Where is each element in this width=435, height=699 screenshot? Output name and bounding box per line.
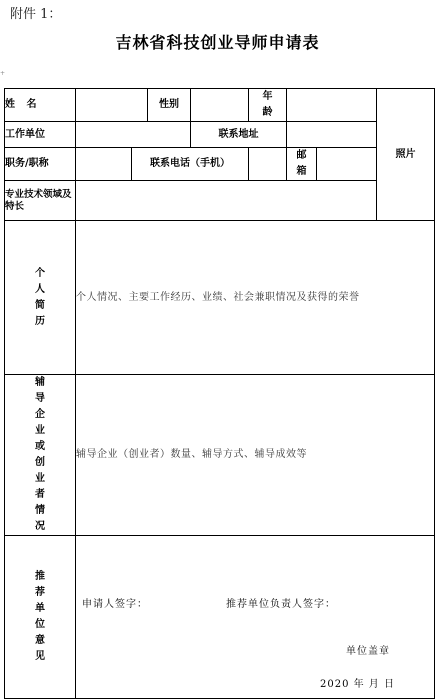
- work-unit-field[interactable]: [76, 122, 191, 148]
- unit-leader-signature-label: 推荐单位负责人签字：: [226, 599, 336, 610]
- photo-label: 照片: [395, 148, 416, 160]
- position-field[interactable]: [76, 148, 132, 181]
- address-label: 联系地址: [191, 122, 287, 148]
- recommend-label: 推荐单位意见: [35, 571, 45, 662]
- unit-seal-label: 单位盖章: [346, 646, 390, 657]
- mentoring-label: 辅导企业或创业者情况: [35, 377, 45, 532]
- row-expertise: [5, 181, 435, 221]
- anchor-marker: +: [0, 70, 6, 77]
- resume-label: 个人简历: [35, 267, 45, 327]
- row-position: [5, 148, 435, 181]
- attachment-label: 附件 1：: [10, 7, 62, 22]
- row-recommendation: [5, 536, 435, 699]
- photo-cell[interactable]: [377, 89, 435, 221]
- age-label: 年龄: [262, 91, 273, 118]
- work-unit-label: 工作单位: [5, 122, 76, 148]
- row-resume: [5, 221, 435, 375]
- age-label-cell: [249, 89, 287, 122]
- recommendation-field[interactable]: [76, 536, 435, 699]
- resume-label-cell: [5, 221, 76, 375]
- gender-field[interactable]: [191, 89, 249, 122]
- age-field[interactable]: [287, 89, 377, 122]
- phone-field[interactable]: [249, 148, 287, 181]
- phone-label: 联系电话（手机）: [132, 148, 249, 181]
- address-field[interactable]: [287, 122, 377, 148]
- applicant-signature-label: 申请人签字：: [82, 599, 148, 610]
- postcode-label: 邮箱: [296, 150, 307, 177]
- resume-field[interactable]: 个人情况、主要工作经历、业绩、社会兼职情况及获得的荣誉: [76, 221, 435, 375]
- recommend-label-cell: [5, 536, 76, 699]
- row-work-unit: [5, 122, 435, 148]
- name-label: 姓 名: [5, 89, 76, 122]
- mentoring-label-cell: [5, 375, 76, 536]
- date-line: 2020 年 月 日: [320, 679, 395, 690]
- position-label: 职务/职称: [5, 148, 76, 181]
- gender-label: 性别: [148, 89, 191, 122]
- postcode-label-cell: [287, 148, 317, 181]
- mentoring-field[interactable]: 辅导企业（创业者）数量、辅导方式、辅导成效等: [76, 375, 435, 536]
- application-form-table: [4, 88, 435, 699]
- expertise-label: 专业技术领域及特长: [5, 181, 76, 221]
- expertise-field[interactable]: [76, 181, 377, 221]
- name-field[interactable]: [76, 89, 148, 122]
- row-mentoring: [5, 375, 435, 536]
- postcode-field[interactable]: [317, 148, 377, 181]
- row-name: [5, 89, 435, 122]
- page-title: 吉林省科技创业导师申请表: [115, 33, 320, 52]
